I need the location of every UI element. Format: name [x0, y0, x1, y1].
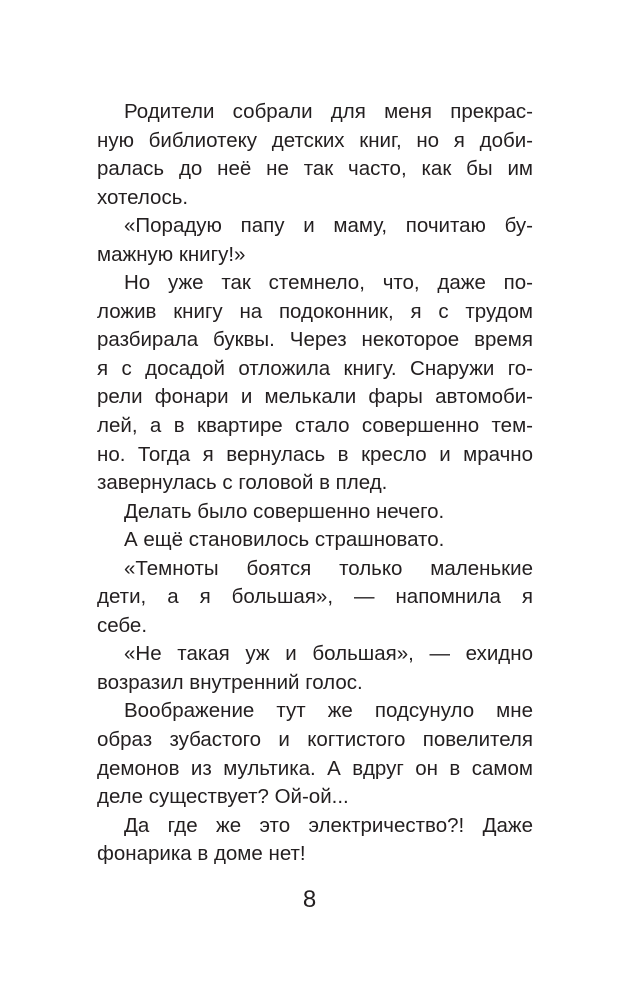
text-line: фонарика в доме нет!: [97, 842, 306, 866]
text-line: Да где же это электричество?! Даже: [124, 813, 533, 837]
text-line: возразил внутренний голос.: [97, 670, 363, 694]
paragraph: [97, 526, 533, 555]
text-line: Родители собрали для меня прекрас-: [124, 100, 533, 123]
text-line: Воображение тут же подсунуло мне: [124, 699, 533, 723]
text-line: хотелось.: [97, 185, 189, 209]
body-text: [97, 98, 533, 869]
text-line: «Порадую папу и маму, почитаю бу-: [124, 214, 533, 238]
paragraph: [97, 498, 533, 527]
text-line: ралась до неё не так часто, как бы им: [97, 157, 533, 181]
text-line: Но уже так стемнело, что, даже по-: [124, 271, 533, 295]
text-line: мажную книгу!»: [97, 242, 246, 266]
text-line: но. Тогда я вернулась в кресло и мрачно: [97, 442, 533, 466]
text-line: А ещё становилось страшновато.: [124, 528, 445, 552]
text-line: я с досадой отложила книгу. Снаружи го-: [97, 356, 533, 380]
paragraph: [97, 812, 533, 869]
paragraph: [97, 269, 533, 497]
paragraph: [97, 555, 533, 641]
text-line: демонов из мультика. А вдруг он в самом: [97, 756, 533, 780]
text-line: «Не такая уж и большая», — ехидно: [124, 642, 533, 666]
page-number: 8: [302, 886, 317, 913]
text-line: себе.: [97, 613, 148, 637]
paragraph: [97, 697, 533, 811]
text-line: «Темноты боятся только маленькие: [124, 556, 533, 580]
paragraph: [97, 640, 533, 697]
text-line: деле существует? Ой-ой...: [97, 785, 349, 809]
text-line: ложив книгу на подоконник, я с трудом: [97, 299, 533, 323]
text-line: лей, а в квартире стало совершенно тем-: [97, 414, 533, 438]
text-line: ную библиотеку детских книг, но я доби-: [97, 128, 533, 152]
text-line: завернулась с головой в плед.: [97, 471, 388, 495]
text-line: образ зубастого и когтистого повелителя: [97, 728, 533, 752]
paragraph: [97, 212, 533, 269]
text-line: Делать было совершенно нечего.: [124, 499, 445, 523]
paragraph: [97, 98, 533, 212]
text-line: разбирала буквы. Через некоторое время: [97, 328, 533, 352]
text-line: рели фонари и мелькали фары автомоби-: [97, 385, 533, 409]
text-line: дети, а я большая», — напомнила я: [97, 585, 533, 609]
